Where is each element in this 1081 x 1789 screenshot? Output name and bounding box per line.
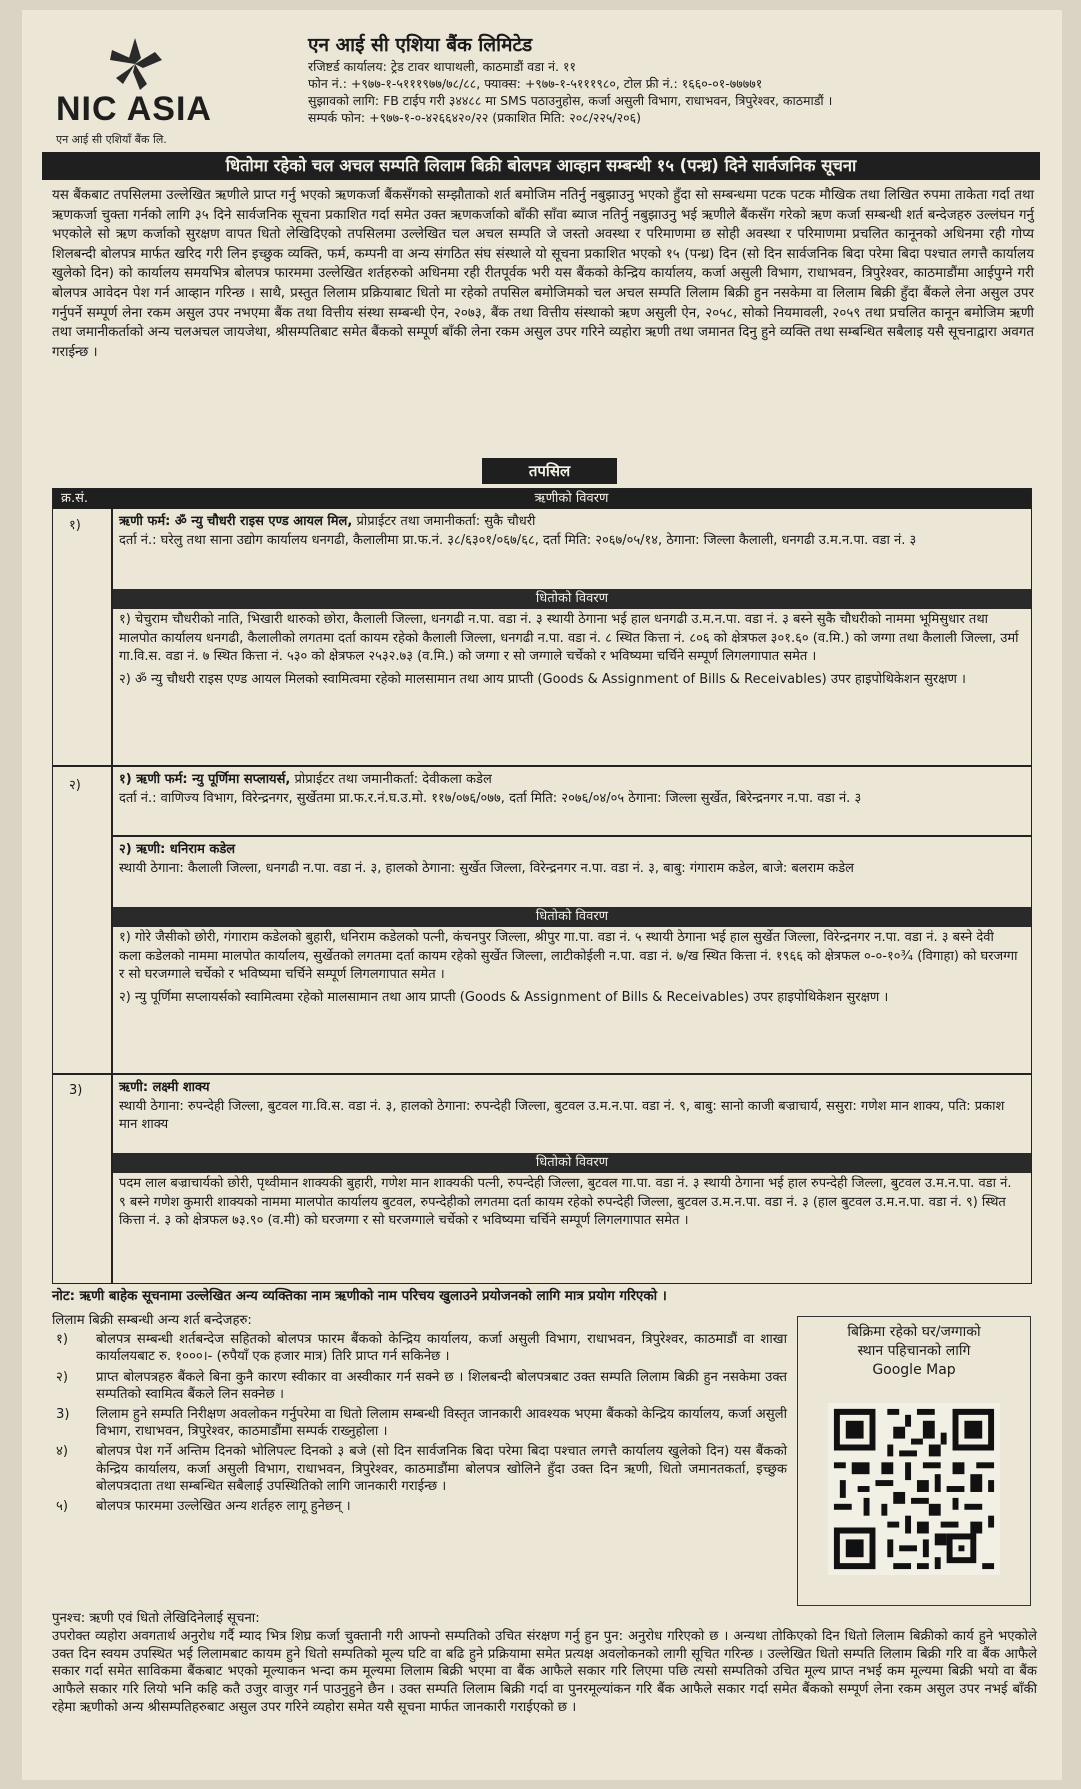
collateral-details <box>119 611 1019 689</box>
header-borrower: ऋणीको विवरण <box>534 491 609 506</box>
notice-title: धितोमा रहेको चल अचल सम्पति लिलाम बिक्री बोलपत्र आव्हान सम्बन्धी १५ (पन्ध्र) दिने सार्वजनिक सूचना <box>42 152 1040 180</box>
borrower-details <box>119 1079 1019 1135</box>
collateral-item: २) न्यु पूर्णिमा सप्लायर्सको स्वामित्वमा रहेको मालसामान तथा आय प्राप्ती (Goods & Assignment of Bills & Receivables) उपर हाइपोथिकेशन सुरक्षण । <box>119 989 889 1005</box>
condition-item: १) बोलपत्र सम्बन्धी शर्तबन्देज सहितको बोलपत्र फारम बैंकको केन्द्रिय कार्यालय, कर्जा असुली विभाग, राधाभवन, त्रिपुरेश्वर, काठमाडौं वा शाखा कार्यालयबाट रु. १०००।- (रुपैयाँ एक हजार मात्र) तिरि प्राप्त गर्न सकिनेछ । <box>56 1332 787 1365</box>
reminder-section <box>52 1610 1037 1717</box>
borrower-registration: दर्ता नं.: घरेलु तथा साना उद्योग कार्यालय धनगढी, कैलालीमा प्रा.फ.नं. ३८/६३०१/०६७/६८, दर्ता मिति: २०६७/०५/१४, ठेगाना: जिल्ला कैलाली, धनगढी उ.म.न.पा. वडा नं. ३ <box>119 532 917 548</box>
collateral-item: १) गोरे जैसीको छोरी, गंगाराम कडेलको बुहारी, धनिराम कडेलको पत्नी, कंचनपुर जिल्ला, श्रीपुर गा.पा. वडा नं. ५ स्थायी ठेगाना भई हाल सुर्खेत जिल्ला, विरेन्द्रनगर न.पा. वडा नं. ३ बस्ने देवी कला कडेलको नाममा मालपोत कार्यालय, सुर्खेतको लगतमा दर्ता कायम रहेको सुर्खेत जिल्ला, लाटीकोईली न.पा. वडा नं. ७/ख स्थित कित्ता नं. १९६६ को क्षेत्रफल ०-०-१०³⁄₄ (विगाहा) को घरजग्गा र सो घरजग्गाले चर्चेको र भविष्यमा चर्चिने सम्पूर्ण लिगलगापात समेत । <box>119 930 1018 982</box>
bank-emblem-icon <box>100 36 170 92</box>
schedule-table <box>52 488 1032 1284</box>
map-caption-line3: Google Map <box>872 1362 956 1378</box>
office-address: रजिष्टर्ड कार्यालय: ट्रेड टावर थापाथली, काठमाडौं वडा नं. ११ <box>308 59 577 74</box>
condition-item: २) प्राप्त बोलपत्रहरु बैंकले बिना कुनै कारण स्वीकार वा अस्वीकार गर्न सक्ने छ । शिलबन्दी बोलपत्रबाट उक्त सम्पति लिलाम बिक्री हुन नसकेमा उक्त सम्पतिको स्वामित्व बैंकले लिन सक्नेछ । <box>56 1369 787 1402</box>
logo-tagline: एन आई सी एशियाँ बैंक लि. <box>56 133 167 146</box>
row-divider <box>53 765 1031 767</box>
borrower-address: स्थायी ठेगाना: रुपन्देही जिल्ला, बुटवल गा.वि.स. वडा नं. ३, हालको ठेगाना: रुपन्देही जिल्ला, बुटवल उ.म.न.पा. वडा नं. ९, बाबु: सानो काजी बज्राचार्य, ससुरा: गणेश मान शाक्य, पति: प्रकाश मान शाक्य <box>119 1098 1005 1132</box>
newspaper-notice <box>22 10 1062 1780</box>
collateral-details <box>119 1175 1019 1231</box>
auction-conditions <box>52 1312 787 1518</box>
collateral-heading: धितोको विवरण <box>113 1153 1031 1173</box>
collateral-details <box>119 929 1019 1007</box>
schedule-heading: तपसिल <box>482 458 617 484</box>
table-header <box>53 489 1031 509</box>
borrower-guarantor: प्रोप्राईटर तथा जमानीकर्ता: देवीकला कडेल <box>290 772 492 787</box>
reminder-heading: पुनश्च: ऋणी एवं धितो लेखिदिनेलाई सूचना: <box>52 1611 260 1626</box>
borrower-name: ऋणी फर्म: ॐ न्यु चौधरी राइस एण्ड आयल मिल, <box>119 514 353 529</box>
borrower2-address: स्थायी ठेगाना: कैलाली जिल्ला, धनगढी न.पा. वडा नं. ३, हालको ठेगाना: सुर्खेत जिल्ला, विरेन्द्रनगर न.पा. वडा नं. ३, बाबु: गंगाराम कडेल, बाजे: बलराम कडेल <box>119 860 854 876</box>
collateral-item: पदम लाल बज्राचार्यको छोरी, पृथ्वीमान शाक्यकी बुहारी, गणेश मान शाक्यकी पत्नी, रुपन्देही जिल्ला, बुटवल गा.पा. वडा नं. ३ स्थायी ठेगाना भई हाल रुपन्देही जिल्ला, बुटवल उ.म.न.पा. वडा नं. ९ बस्ने गणेश कुमारी शाक्यको नाममा मालपोत कार्यालय बुटवल, रुपन्देहीको लगतमा दर्ता कायम रहेको रुपन्देही जिल्ला, बुटवल उ.म.न.पा. वडा नं. ३ (हाल बुटवल उ.म.न.पा. वडा नं. ९) स्थित कित्ता नं. ३ को क्षेत्रफल ७३.९० (व.मी) को घरजग्गा र सो घरजग्गाले चर्चेको र भविष्यमा चर्चिने सम्पूर्ण लिगलगापात समेत । <box>119 1176 1012 1228</box>
bank-contact-block <box>308 32 1048 126</box>
qr-code-icon[interactable] <box>828 1403 1000 1575</box>
notice-header <box>42 32 1042 152</box>
collateral-heading: धितोको विवरण <box>113 907 1031 927</box>
row-divider <box>53 1073 1031 1075</box>
contact-line: सम्पर्क फोन: +९७७-१-०-४२६६४२०/२२ (प्रकाशित मिति: २०८/२२५/२०६) <box>308 110 642 125</box>
borrower-name: ऋणी: लक्ष्मी शाक्य <box>119 1080 210 1095</box>
row-divider <box>111 835 1031 837</box>
logo-text: NIC ASIA <box>56 90 212 128</box>
collateral-item: १) चेचुराम चौधरीको नाति, भिखारी थारुको छोरा, कैलाली जिल्ला, धनगढी न.पा. वडा नं. ३ स्थायी ठेगाना भई हाल धनगढी उ.म.न.पा. वडा नं. ३ बस्ने सुकै चौधरीको नाममा भूमिसुधार तथा मालपोत कार्यालय धनगढी, कैलालीको लगतमा दर्ता कायम रहेको कैलाली जिल्ला, धनगढी न.पा. वडा नं. ८ स्थित कित्ता नं. ८०६ को क्षेत्रफल ३०१.६० (व.मि.) को जग्गा तथा कैलाली जिल्ला, उर्मा गा.वि.स. वडा नं. ७ स्थित कित्ता नं. ५३० को क्षेत्रफल २५३२.७३ (व.मि.) को जग्गा र सो जग्गाले चर्चेको र भविष्यमा चर्चिने सम्पूर्ण लिगलगापात समेत । <box>119 612 1019 664</box>
condition-item: ४) बोलपत्र पेश गर्ने अन्तिम दिनको भोलिपल्ट दिनको ३ बजे (सो दिन सार्वजनिक बिदा परेमा बिदा पश्चात लगत्तै कार्यालय खुलेको दिन) यस बैंकको केन्द्रिय कार्यालय, कर्जा असुली विभाग, राधाभवन, त्रिपुरेश्वर, काठमाडौंमा बोलपत्र खोलिने हुँदा उक्त दिन ऋणी, धितो जमानतकर्ता, इच्छुक बोलपत्रदाता तथा सम्बन्धित सबैलाई उपस्थितिको लागि जानकारी गराईन्छ । <box>56 1444 787 1494</box>
bank-logo <box>42 32 302 150</box>
map-caption-line2: स्थान पहिचानको लागि <box>857 1343 971 1359</box>
feedback-line: सुझावको लागि: FB टाईप गरी ३४४८८ मा SMS पठाउनुहोस, कर्जा असुली विभाग, राधाभवन, त्रिपुरेश्वर, काठमाडौं । <box>308 93 833 108</box>
borrower-details <box>119 771 1019 808</box>
borrower-guarantor: प्रोप्राईटर तथा जमानीकर्ता: सुकै चौधरी <box>352 514 536 529</box>
row-number: 3) <box>69 1083 83 1098</box>
map-caption-line1: बिक्रिमा रहेको घर/जग्गाको <box>847 1324 981 1340</box>
borrower2-details <box>119 841 1019 878</box>
borrower-registration: दर्ता नं.: वाणिज्य विभाग, विरेन्द्रनगर, सुर्खेतमा प्रा.फ.र.नं.घ.उ.मो. ११७/०७६/०७७, दर्ता मिति: २०७६/०४/०५ ठेगाना: जिल्ला सुर्खेत, बिरेन्द्रनगर न.पा. वडा नं. ३ <box>119 790 862 806</box>
borrower2-name: २) ऋणी: धनिराम कडेल <box>119 842 236 857</box>
condition-item: ५) बोलपत्र फारममा उल्लेखित अन्य शर्तहरु लागू हुनेछन् । <box>56 1499 351 1515</box>
collateral-item: २) ॐ न्यु चौधरी राइस एण्ड आयल मिलको स्वामित्वमा रहेको मालसामान तथा आय प्राप्ती (Goods & Assignment of Bills & Receivables) उपर हाइपोथिकेशन सुरक्षण । <box>119 671 966 687</box>
header-sn: क्र.सं. <box>61 491 89 506</box>
note-line: नोट: ऋणी बाहेक सूचनामा उल्लेखित अन्य व्यक्तिका नाम ऋणीको नाम परिचय खुलाउने प्रयोजनको लागि मात्र प्रयोग गरिएको । <box>52 1289 667 1304</box>
condition-item: 3) लिलाम हुने सम्पति निरीक्षण अवलोकन गर्नुपरेमा वा धितो लिलाम सम्बन्धी विस्तृत जानकारी आवश्यक भएमा बैंकको केन्द्रिय कार्यालय, कर्जा असुली विभाग, राधाभवन, त्रिपुरेश्वर, काठमाडौंमा सम्पर्क राख्नुहोला । <box>56 1407 787 1440</box>
conditions-heading: लिलाम बिक्री सम्बन्धी अन्य शर्त बन्देजहरु: <box>52 1313 252 1328</box>
reminder-text: उपरोक्त व्यहोरा अवगतार्थ अनुरोध गर्दै म्याद भित्र शिघ्र कर्जा चुक्तानी गरी आफ्नो सम्पतिको उचित संरक्षण गर्नु हुन पुन: अनुरोध गरिएको छ । अन्यथा तोकिएको दिन धितो लिलाम बिक्रीको कार्य हुने भएकोले उक्त दिन स्वयम उपस्थित भई लिलामबाट कायम हुने धितो सम्पतिको मूल्य घटि वा बढि हुने प्रक्रियामा समेत प्रत्यक्ष अवलोकनको लागी सूचित गरिन्छ । उल्लेखित धितो सम्पति लिलाम बिक्री गरि वा बैंक आफैले सकार गर्दा समेत साविकमा बैंकबाट भएको मूल्याकन भन्दा कम मूल्यमा लिलाम बिक्री भएमा वा बैंक आफैले सकार गरि लिएमा पछि त्यसो सम्पतिको उचित मूल्य प्राप्त नभई कम मूल्यमा बिक्री भयो वा बैंक आफैले सकार गरि लियो भनि कहि कतै उजुर वाजुर गर्न पाउनुहुने छैन । उक्त सम्पति लिलाम बिक्री गर्दा वा पुनरमूल्यांकन गरि बैंक आफैले सकार गर्दा समेत बैंकको सम्पूर्ण लेना रकम असुल उपर नभई बाँकी रहेमा ऋणीको अन्य श्रीसम्पतिहरुबाट असुल उपर गरिने व्यहोरा समेत यसै सूचना मार्फत जानकारी गराईएको छ । <box>52 1628 1037 1715</box>
borrower-details <box>119 513 1019 550</box>
google-map-box <box>797 1316 1031 1606</box>
phone-line: फोन नं.: +९७७-१-५१११९७७/७८/८८, फ्याक्स: +९७७-१-५१११९८०, टोल फ्री नं.: १६६०-०१-७७७७१ <box>308 76 763 91</box>
row-number: १) <box>69 518 81 533</box>
collateral-heading: धितोको विवरण <box>113 589 1031 609</box>
borrower-name: १) ऋणी फर्म: न्यु पूर्णिमा सप्लायर्स, <box>119 772 291 787</box>
bank-name: एन आई सी एशिया बैंक लिमिटेड <box>308 34 533 56</box>
map-caption <box>798 1323 1030 1380</box>
intro-paragraph: यस बैंकबाट तपसिलमा उल्लेखित ऋणीले प्राप्त गर्नु भएको ऋणकर्जा बैंकसँगको सम्झौताको शर्त बमोजिम नतिर्नु नबुझाउनु भएको हुँदा सो सम्बन्धमा पटक पटक मौखिक तथा लिखित रुपमा ताकेता गर्दा तथा ऋणकर्जा चुक्ता गर्नको लागि ३५ दिने सार्वजनिक सूचना प्रकाशित गर्दा समेत उक्त ऋणकर्जाको बाँकी साँवा ब्याज नतिर्नु नबुझाउनु भई ऋणीले बैंकसँग गरेको ऋण कर्जा सम्बन्धी शर्त बन्देजहरु उल्लंघन गर्नु भएकोले सो ऋण कर्जाको सुरक्षण वापत धितो लेखिदिएको तपसिलमा उल्लेखित चल अचल सम्पति जे जस्तो अवस्था र परिमाणमा छ सोही अवस्था र परिमाणमा प्रचलित कानूनको अधिनमा रही गोप्य शिलबन्दी बोलपत्र मार्फत खरिद गरी लिन इच्छुक व्यक्ति, फर्म, कम्पनी वा अन्य संगठित संघ संस्थाले यो सूचना प्रकाशित भएको १५ (पन्ध्र) दिन (सो दिन सार्वजनिक बिदा परेमा बिदा पश्चात लगत्तै कार्यालय खुलेको दिन) को कार्यालय समयभित्र बोलपत्र फारममा उल्लेखित शर्तहरुको अधिनमा रही रीतपूर्वक भरी यस बैंकको केन्द्रिय कार्यालय, कर्जा असुली विभाग, राधाभवन, त्रिपुरेश्वर, काठमाडौंमा आईपुग्ने गरी बोलपत्र आवेदन पेश गर्न आव्हान गरिन्छ । साथै, प्रस्तुत लिलाम प्रक्रियाबाट धितो मा रहेको तपसिल बमोजिमको चल अचल सम्पति लिलाम बिक्री हुन नसकेमा वा लिलाम बिक्री हुँदा बैंकले लेना असुल उपर गर्नुपर्ने सम्पूर्ण लेना रकम असुल उपर नभएमा बैंक तथा वित्तीय संस्था सम्बन्धी ऐन, २०७३, बैंक तथा वित्तीय संस्थाको ऋण असुली ऐन, २०५८, सोको नियमावली, २०५९ तथा प्रचलित कानून बमोजिम ऋणी तथा जमानीकर्ताको अन्य चलअचल जायजेथा, श्रीसम्पतिबाट समेत बैंकको सम्पूर्ण बाँकी लेना रकम असुल उपर गरिने व्यहोरा ऋणी तथा जमानत दिनु हुने व्यक्ति तथा सम्बन्धित सबैलाइ यसै सूचनाद्वारा अवगत गराईन्छ । <box>52 188 1034 360</box>
row-number: २) <box>69 778 81 793</box>
